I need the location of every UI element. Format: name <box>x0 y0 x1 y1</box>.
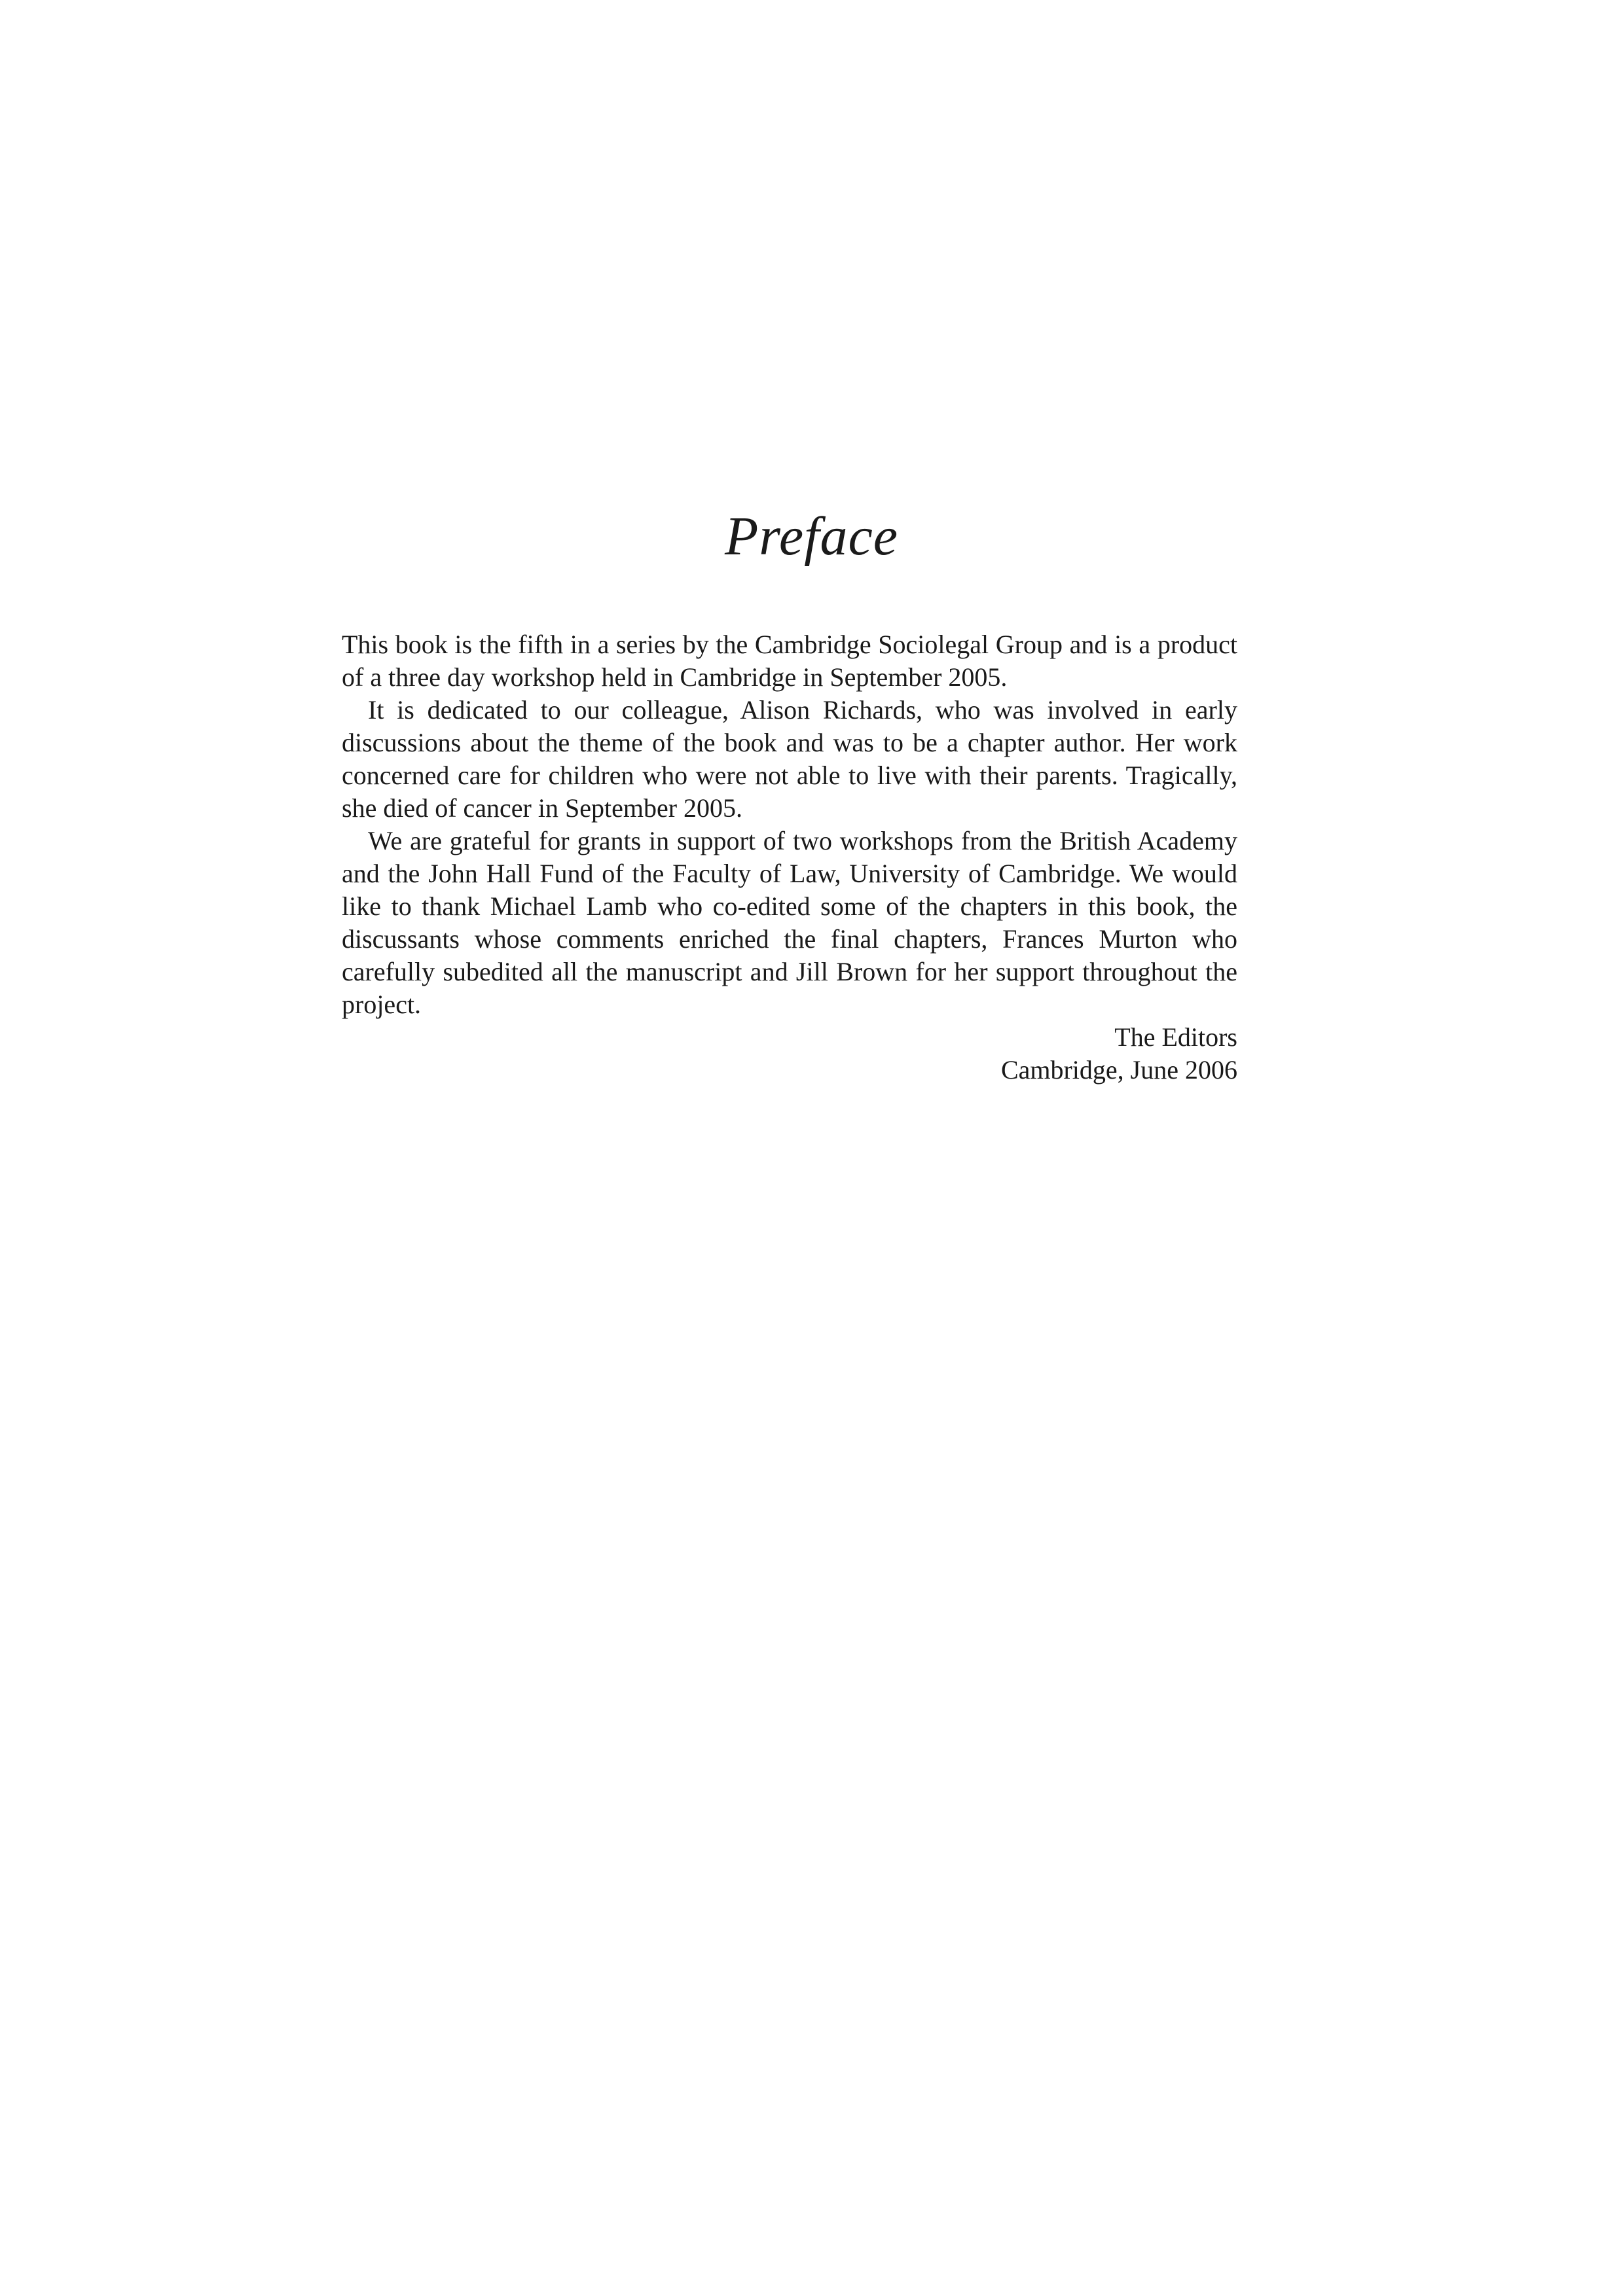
signoff-place-date: Cambridge, June 2006 <box>1000 1055 1237 1085</box>
signoff-author: The Editors <box>1114 1022 1237 1052</box>
preface-body <box>342 628 1237 1086</box>
paragraph-1: This book is the fifth in a series by the Cambridge Sociolegal Group and is a product of a three day workshop held in Cambridge in September 2005. <box>342 630 1237 692</box>
paragraph-3: We are grateful for grants in support of two workshops from the British Academy and the John Hall Fund of the Faculty of Law, University of Cambridge. We would like to thank Michael Lamb who co-edited some of the chapters in this book, the discussants whose comments enriched the final chapters, Frances Murton who carefully subedited all the manuscript and Jill Brown for her support throughout the project. <box>342 826 1237 1019</box>
page-title: Preface <box>724 506 899 567</box>
paragraph-2: It is dedicated to our colleague, Alison Richards, who was involved in early discussions about the theme of the book and was to be a chapter author. Her work concerned care for children who were not able to live with their parents. Tragically, she died of cancer in September 2005. <box>342 695 1237 823</box>
